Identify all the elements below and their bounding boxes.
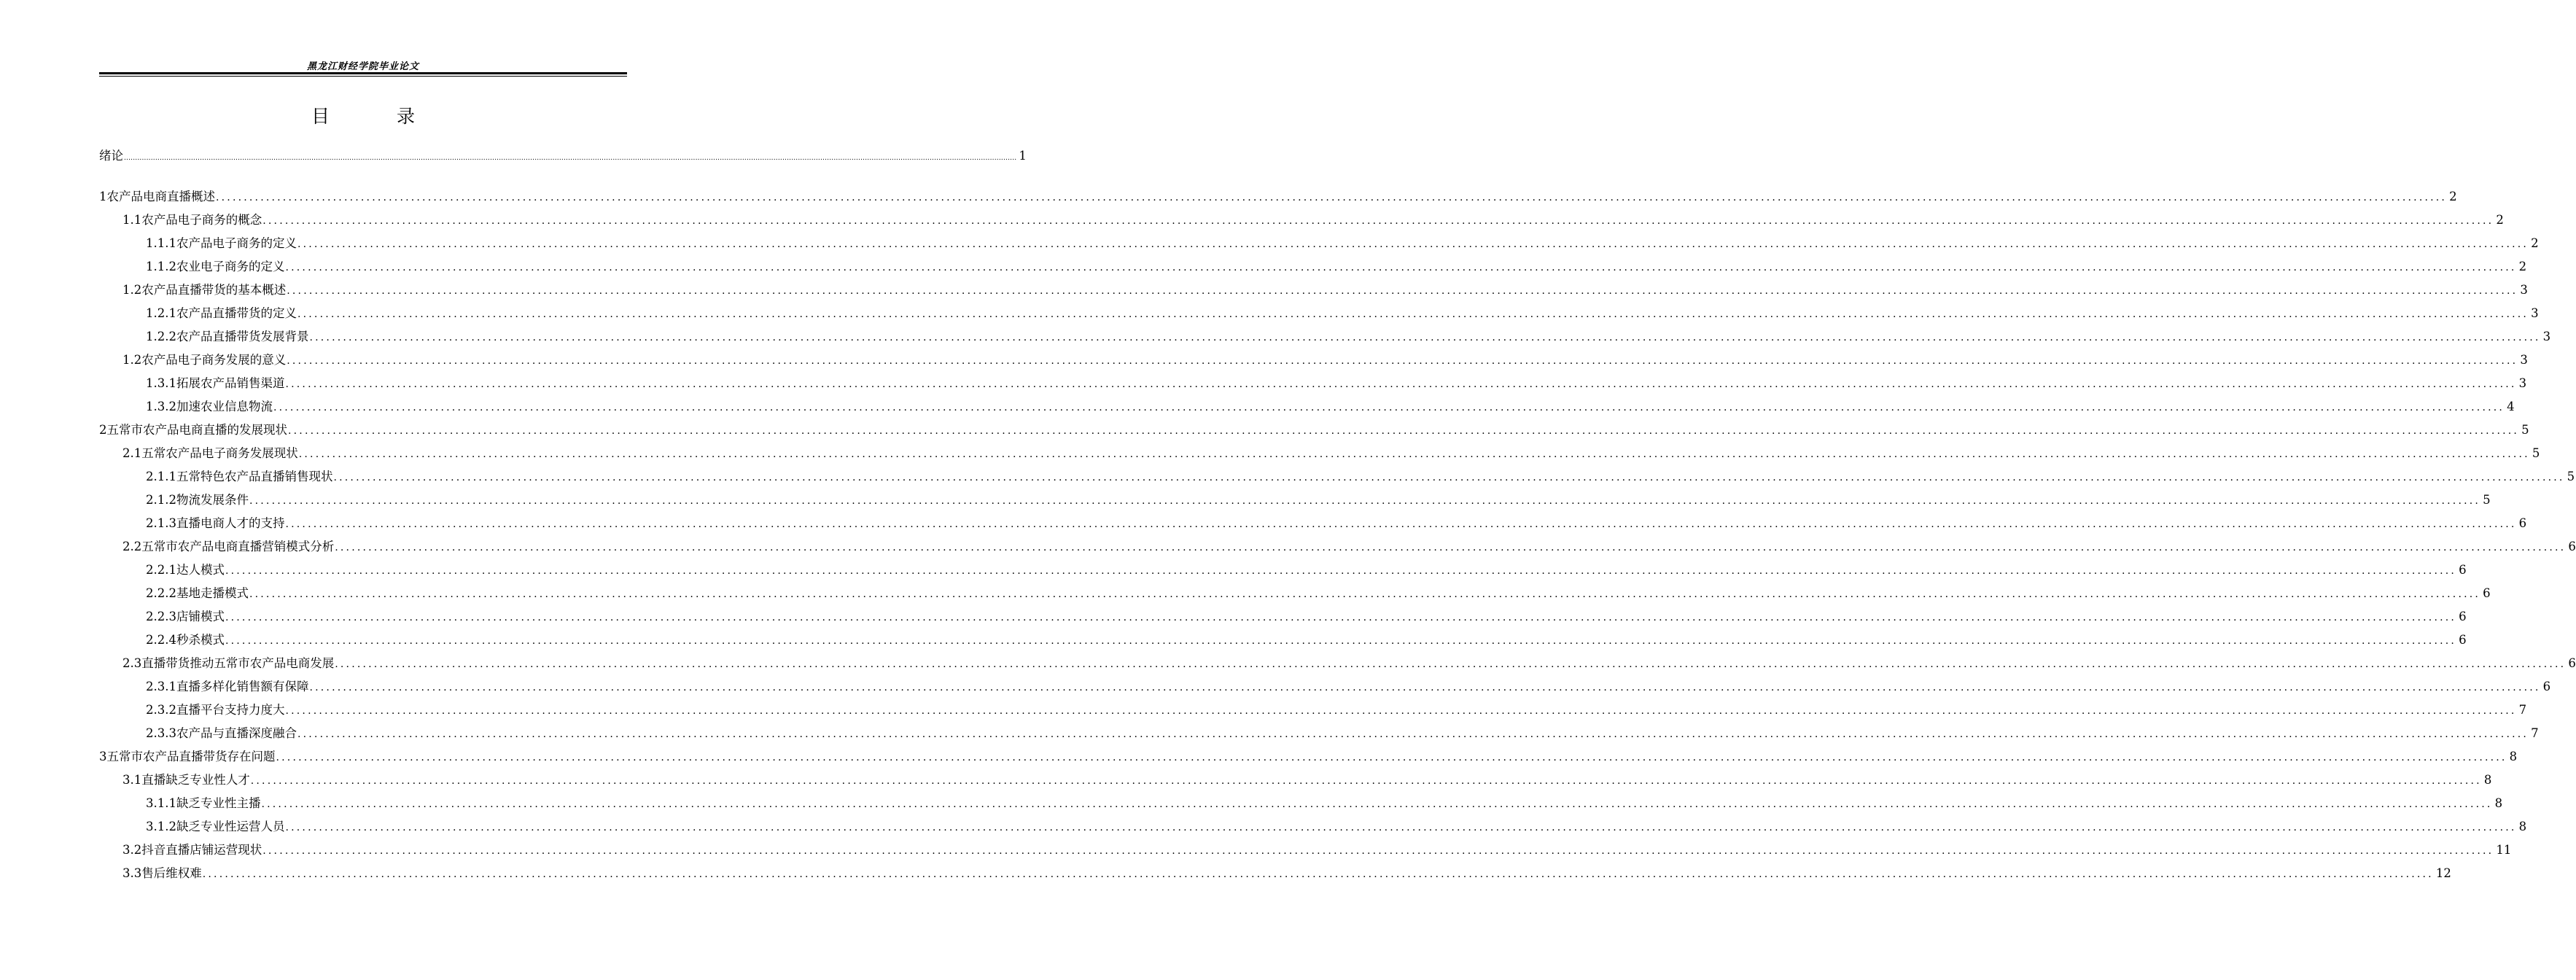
- toc-entry-label: 农产品电子商务的概念: [141, 213, 262, 227]
- toc-entry-label: 缺乏专业性运营人员: [176, 820, 285, 833]
- toc-dot-leader: ................................................................................................................................................................................................................................................................................................................................................................................................................: [273, 402, 2505, 413]
- toc-entry[interactable]: [146, 562, 2467, 578]
- toc-entry-label: 达人模式: [176, 563, 225, 577]
- toc-entry[interactable]: [146, 516, 2527, 532]
- toc-entry-label: 售后维权难: [141, 866, 202, 880]
- toc-entry-page: 8: [2494, 796, 2503, 810]
- toc-entry-number: 2: [99, 423, 107, 437]
- toc-dot-leader: ................................................................................................................................................................................................................................................................................................................................................................................................................: [288, 425, 2520, 437]
- toc-dot-leader: ................................................................................................................................................................................................................................................................................................................................................................................................................: [285, 822, 2517, 833]
- toc-dot-leader: ................................................................................................................................................................................................................................................................................................................................................................................................................: [297, 238, 2529, 250]
- toc-entry-number: 2.3: [122, 656, 142, 670]
- toc-entry[interactable]: [99, 148, 1027, 164]
- toc-entry-page: 8: [2483, 773, 2492, 787]
- toc-entry-page: 1: [1019, 149, 1027, 163]
- toc-entry[interactable]: [122, 352, 2528, 368]
- toc-entry-label: 农产品直播带货的基本概述: [141, 283, 287, 297]
- toc-dot-leader: ................................................................................................................................................................................................................................................................................................................................................................................................................: [333, 472, 2565, 483]
- toc-entry-number: 2.1.1: [146, 470, 176, 483]
- toc-entry-label: 农产品直播带货发展背景: [176, 330, 309, 343]
- toc-dot-leader: ................................................................................................................................................................................................................................................................................................................................................................................................................: [335, 658, 2567, 670]
- toc-dot-leader: ................................................................................................................................................................................................................................................................................................................................................................................................................: [262, 215, 2494, 227]
- toc-entry-label: 加速农业信息物流: [176, 400, 273, 413]
- toc-entry[interactable]: [146, 259, 2527, 275]
- toc-dot-leader: ................................................................................................................................................................................................................................................................................................................................................................................................................: [298, 448, 2530, 460]
- toc-entry[interactable]: [146, 469, 2575, 485]
- toc-entry-label: 物流发展条件: [176, 493, 249, 507]
- toc-dot-leader: ................................................................................................................................................................................................................................................................................................................................................................................................................: [225, 612, 2457, 623]
- toc-entry-page: 3: [2520, 353, 2528, 367]
- toc-entry[interactable]: [146, 679, 2551, 695]
- toc-entry[interactable]: [146, 609, 2467, 625]
- toc-entry-page: 6: [2568, 540, 2576, 553]
- toc-entry-label: 直播带货推动五常市农产品电商发展: [141, 656, 335, 670]
- toc-entry[interactable]: [122, 212, 2504, 228]
- toc-entry[interactable]: [146, 399, 2515, 415]
- toc-entry-page: 5: [2483, 493, 2491, 507]
- toc-dot-leader: ................................................................................................................................................................................................................................................................................................................................................................................................................: [225, 635, 2457, 647]
- toc-entry-page: 6: [2459, 563, 2467, 577]
- toc-dot-leader: ................................................................................................................................................................................................................................................................................................................................................................................................................: [297, 728, 2529, 740]
- toc-entry[interactable]: [99, 189, 2457, 205]
- toc-entry-label: 拓展农产品销售渠道: [176, 376, 285, 390]
- toc-entry[interactable]: [122, 772, 2492, 788]
- toc-entry-page: 3: [2531, 306, 2539, 320]
- toc-entry-number: 1.2: [122, 283, 142, 297]
- toc-entry[interactable]: [122, 446, 2540, 462]
- toc-entry-page: 3: [2518, 376, 2527, 390]
- toc-dot-leader: ................................................................................................................................................................................................................................................................................................................................................................................................................: [250, 775, 2482, 787]
- header-rule-thick: [99, 72, 627, 74]
- toc-entry-page: 6: [2568, 656, 2576, 670]
- header-rule-thin: [99, 76, 627, 77]
- toc-entry-label: 直播缺乏专业性人才: [141, 773, 250, 787]
- toc-entry-label: 抖音直播店铺运营现状: [141, 843, 262, 857]
- toc-entry-number: 2.2.1: [146, 563, 176, 577]
- toc-entry-number: 2.2.3: [146, 610, 176, 623]
- toc-entry[interactable]: [122, 282, 2528, 298]
- toc-entry-number: 3.1: [122, 773, 142, 787]
- toc-dot-leader: ................................................................................................................................................................................................................................................................................................................................................................................................................: [285, 378, 2517, 390]
- toc-entry-number: 2.3.3: [146, 726, 176, 740]
- toc-dot-leader: ................................................................................................................................................................................................................................................................................................................................................................................................................: [225, 565, 2457, 577]
- toc-dot-leader: ................................................................................................................................................................................................................................................................................................................................................................................................................: [287, 285, 2518, 297]
- toc-entry[interactable]: [122, 539, 2576, 555]
- toc-entry-number: 1.1.2: [146, 260, 176, 273]
- toc-entry-label: 农产品电子商务发展的意义: [141, 353, 287, 367]
- toc-entry-page: 5: [2521, 423, 2529, 437]
- toc-entry-page: 6: [2483, 586, 2491, 600]
- toc-entry-page: 2: [2449, 190, 2457, 203]
- toc-entry-label: 农产品电商直播概述: [106, 190, 215, 203]
- toc-dot-leader: ................................................................................................................................................................................................................................................................................................................................................................................................................: [261, 798, 2493, 810]
- toc-entry-label: 农产品电子商务的定义: [176, 236, 297, 250]
- toc-entry-page: 7: [2518, 703, 2527, 717]
- toc-entry-number: 1.2: [122, 353, 142, 367]
- toc-dot-leader: ................................................................................................................................................................................................................................................................................................................................................................................................................: [124, 155, 1017, 162]
- toc-entry[interactable]: [146, 819, 2527, 835]
- toc-entry[interactable]: [122, 866, 2451, 882]
- toc-entry-number: 2.1.3: [146, 516, 176, 530]
- toc-dot-leader: ................................................................................................................................................................................................................................................................................................................................................................................................................: [262, 845, 2494, 857]
- toc-entry-page: 3: [2542, 330, 2551, 343]
- toc-entry-number: 2.3.1: [146, 680, 176, 693]
- toc-dot-leader: ................................................................................................................................................................................................................................................................................................................................................................................................................: [249, 588, 2481, 600]
- toc-entry-number: 1.1.1: [146, 236, 176, 250]
- toc-dot-leader: ................................................................................................................................................................................................................................................................................................................................................................................................................: [335, 542, 2567, 553]
- toc-dot-leader: ................................................................................................................................................................................................................................................................................................................................................................................................................: [216, 192, 2448, 203]
- toc-entry-page: 8: [2509, 750, 2518, 763]
- toc-entry-number: 2.2.4: [146, 633, 176, 647]
- toc-entry-number: 1.2.1: [146, 306, 176, 320]
- toc-entry-page: 2: [2496, 213, 2504, 227]
- toc-entry-page: 6: [2459, 633, 2467, 647]
- toc-entry-number: 1.3.2: [146, 400, 176, 413]
- toc-entry-label: 五常农产品电子商务发展现状: [141, 446, 298, 460]
- toc-entry-number: 1.1: [122, 213, 142, 227]
- toc-entry-page: 2: [2518, 260, 2527, 273]
- toc-entry[interactable]: [146, 376, 2527, 392]
- toc-entry-label: 秒杀模式: [176, 633, 225, 647]
- toc-entry[interactable]: [146, 236, 2539, 252]
- toc-entry-page: 11: [2496, 843, 2512, 857]
- toc-entry-number: 3: [99, 750, 107, 763]
- toc-entry-number: 2.2: [122, 540, 142, 553]
- toc-title: 目 录: [311, 106, 445, 127]
- running-header: 黑龙江财经学院毕业论文: [306, 61, 419, 72]
- toc-dot-leader: ................................................................................................................................................................................................................................................................................................................................................................................................................: [276, 752, 2507, 763]
- toc-entry-page: 6: [2518, 516, 2527, 530]
- toc-entry-number: 3.1.1: [146, 796, 176, 810]
- toc-entry-label: 直播多样化销售额有保障: [176, 680, 309, 693]
- toc-entry[interactable]: [146, 796, 2503, 812]
- toc-entry-page: 5: [2532, 446, 2540, 460]
- toc-dot-leader: ................................................................................................................................................................................................................................................................................................................................................................................................................: [287, 355, 2518, 367]
- toc-dot-leader: ................................................................................................................................................................................................................................................................................................................................................................................................................: [285, 518, 2517, 530]
- toc-entry-number: 绪: [99, 149, 112, 163]
- toc-entry-number: 2.2.2: [146, 586, 176, 600]
- toc-entry-page: 2: [2531, 236, 2539, 250]
- toc-dot-leader: ................................................................................................................................................................................................................................................................................................................................................................................................................: [285, 705, 2517, 717]
- toc-entry-number: 3.1.2: [146, 820, 176, 833]
- toc-entry-label: 农产品与直播深度融合: [176, 726, 297, 740]
- toc-entry-number: 1.2.2: [146, 330, 176, 343]
- toc-entry-number: 2.1.2: [146, 493, 176, 507]
- toc-entry-page: 6: [2459, 610, 2467, 623]
- toc-entry-number: 2.3.2: [146, 703, 176, 717]
- toc-entry-label: 五常市农产品电商直播的发展现状: [106, 423, 287, 437]
- toc-entry-number: 3.3: [122, 866, 142, 880]
- toc-entry[interactable]: [99, 749, 2518, 765]
- toc-entry-number: 1.3.1: [146, 376, 176, 390]
- toc-entry[interactable]: [146, 492, 2491, 508]
- toc-entry-label: 直播电商人才的支持: [176, 516, 285, 530]
- toc-entry-page: 7: [2531, 726, 2539, 740]
- toc-entry-label: 五常特色农产品直播销售现状: [176, 470, 333, 483]
- toc-entry-page: 3: [2520, 283, 2528, 297]
- toc-entry-page: 5: [2567, 470, 2575, 483]
- toc-entry[interactable]: [122, 656, 2576, 672]
- toc-dot-leader: ................................................................................................................................................................................................................................................................................................................................................................................................................: [309, 332, 2541, 343]
- toc-entry-label: 基地走播模式: [176, 586, 249, 600]
- toc-entry-label: 农业电子商务的定义: [176, 260, 285, 273]
- toc-entry[interactable]: [99, 422, 2529, 438]
- toc-entry[interactable]: [146, 306, 2539, 322]
- toc-entry-page: 12: [2435, 866, 2451, 880]
- toc-entry[interactable]: [146, 632, 2467, 648]
- toc-entry-label: 缺乏专业性主播: [176, 796, 261, 810]
- toc-entry-label: 直播平台支持力度大: [176, 703, 285, 717]
- toc-entry[interactable]: [146, 329, 2551, 345]
- toc-dot-leader: ................................................................................................................................................................................................................................................................................................................................................................................................................: [202, 868, 2434, 880]
- toc-entry-label: 论: [111, 149, 123, 163]
- toc-dot-leader: ................................................................................................................................................................................................................................................................................................................................................................................................................: [249, 495, 2481, 507]
- toc-entry-page: 4: [2507, 400, 2515, 413]
- toc-entry-page: 6: [2542, 680, 2551, 693]
- toc-entry-label: 农产品直播带货的定义: [176, 306, 297, 320]
- toc-entry-number: 2.1: [122, 446, 142, 460]
- toc-entry[interactable]: [146, 586, 2491, 602]
- toc-dot-leader: ................................................................................................................................................................................................................................................................................................................................................................................................................: [297, 308, 2529, 320]
- toc-entry-number: 1: [99, 190, 107, 203]
- toc-entry-page: 8: [2518, 820, 2527, 833]
- toc-entry-number: 3.2: [122, 843, 142, 857]
- toc-entry-label: 五常市农产品直播带货存在问题: [106, 750, 276, 763]
- toc-entry[interactable]: [146, 726, 2539, 742]
- toc-entry[interactable]: [146, 702, 2527, 718]
- toc-dot-leader: ................................................................................................................................................................................................................................................................................................................................................................................................................: [309, 682, 2541, 693]
- toc-entry-label: 五常市农产品电商直播营销模式分析: [141, 540, 335, 553]
- toc-entry[interactable]: [122, 842, 2512, 858]
- toc-entry-label: 店铺模式: [176, 610, 225, 623]
- toc-dot-leader: ................................................................................................................................................................................................................................................................................................................................................................................................................: [285, 262, 2517, 273]
